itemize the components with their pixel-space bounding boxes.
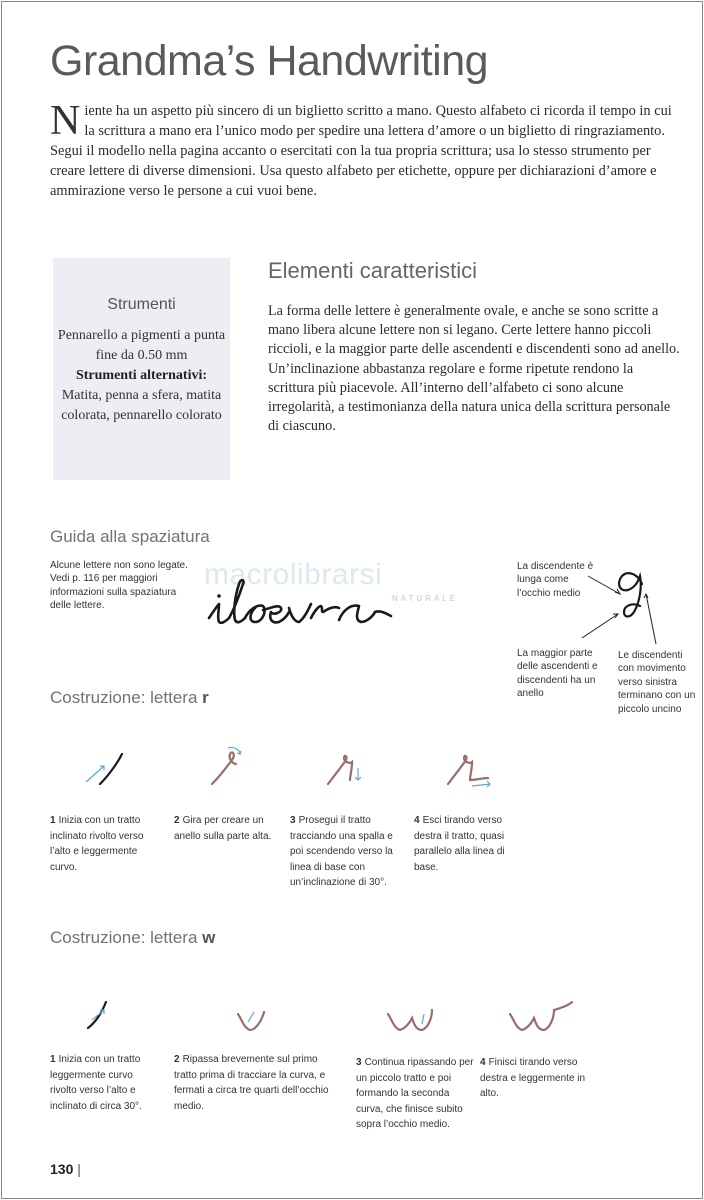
arrow-2: [582, 614, 618, 638]
step-text: Gira per creare un anello sulla parte alta.: [174, 815, 272, 842]
construction-w-strokes: [60, 988, 600, 1048]
drop-cap: N: [50, 98, 81, 144]
r-step-4: [414, 813, 518, 875]
features-title: Elementi caratteristici: [268, 258, 478, 283]
step-text: Inizia con un tratto inclinato rivolto verso l’alto e leggermente curvo.: [50, 815, 144, 873]
construction-w-prefix: Costruzione: lettera: [50, 928, 203, 947]
w-step-4: [480, 1055, 590, 1102]
page-number: [50, 1161, 81, 1177]
step-text: Finisci tirando verso destra e leggermente in alto.: [480, 1057, 586, 1100]
step-number: 4: [480, 1057, 486, 1068]
construction-w-heading: [50, 928, 215, 948]
r-step-1: [50, 813, 160, 875]
r-step-3: [290, 813, 402, 891]
i-dot: [217, 594, 221, 598]
tools-list: [53, 326, 230, 426]
step-number: 2: [174, 1054, 180, 1065]
watermark: macrolibrarsi: [204, 558, 383, 591]
tools-alt-text: Matita, penna a sfera, matita colorata, pennarello colorato: [61, 388, 222, 423]
page-number-value: 130: [50, 1161, 74, 1177]
construction-r-heading: [50, 688, 209, 708]
spacing-note: Alcune lettere non sono legate. Vedi p. 116 per maggiori informazioni sulla spaziatura delle lettere.: [50, 560, 188, 612]
r-step-2: [174, 813, 284, 844]
step-text: Ripassa brevemente sul primo tratto prima di tracciare la curva, e fermati a circa tre quarti dell’occhio medio.: [174, 1054, 329, 1112]
w-step-1: [50, 1052, 162, 1114]
page-number-divider: |: [77, 1161, 81, 1177]
step-text: Continua ripassando per un piccolo tratto e poi formando la seconda curva, che finisce subito sopra l’occhio medio.: [356, 1057, 474, 1131]
step-number: 3: [356, 1057, 362, 1068]
step-text: Esci tirando verso destra il tratto, quasi parallelo alla linea di base.: [414, 815, 505, 873]
watermark-sub: NATURALE: [392, 594, 459, 603]
callout-descender-length: La discendente è lunga come l’occhio medio: [517, 561, 594, 599]
step-number: 3: [290, 815, 296, 826]
intro-paragraph: [50, 98, 680, 201]
step-number: 1: [50, 1054, 56, 1065]
callout-loops: La maggior parte delle ascendenti e discendenti ha un anello: [517, 648, 598, 700]
construction-w-letter: w: [202, 928, 216, 947]
intro-text: iente ha un aspetto più sincero di un biglietto scritto a mano. Questo alfabeto ci ricorda il tempo in cui la scrittura a mano era l’unico modo per spedire una lettera d’amore o un biglietto di ringraziamento. Segui il modello nella pagina accanto o esercitati con la tua propria scrittura; usa lo stesso strumento per creare lettere di diverse dimensioni. Usa questo alfabeto per etichette, oppure per dichiarazioni d’amore e ammirazione verso le persone a cui vuoi bene.: [50, 103, 672, 199]
tools-alt-label: Strumenti alternativi:: [75, 368, 208, 383]
construction-r-strokes: [60, 740, 510, 800]
step-number: 2: [174, 815, 180, 826]
step-text: Prosegui il tratto tracciando una spalla e poi scendendo verso la linea di base con un’inclinazione di 30°.: [290, 815, 393, 889]
construction-r-letter: r: [202, 688, 209, 707]
spacing-heading: Guida alla spaziatura: [50, 527, 210, 546]
callout-hook: Le discendenti con movimento verso sinistra terminano con un piccolo uncino: [618, 650, 696, 715]
step-text: Inizia con un tratto leggermente curvo rivolto verso l’alto e inclinato di circa 30°.: [50, 1054, 142, 1112]
arrow-3: [646, 594, 656, 644]
construction-r-prefix: Costruzione: lettera: [50, 688, 203, 707]
step-number: 1: [50, 815, 56, 826]
tools-title: Strumenti: [107, 296, 176, 313]
w-step-3: [356, 1055, 474, 1133]
features-text: La forma delle lettere è generalmente ovale, e anche se sono scritte a mano libera alcune lettere non si legano. Certe lettere hanno piccoli riccioli, e la maggior parte delle ascendenti e discendenti sono ad anello. Un’inclinazione abbastanza regolare e forme ripetute rendono la scrittura più piacevole. All’interno dell’alfabeto ci sono alcune irregolarità, a testimonianza della natura unica della scrittura personale di ciascuno.: [268, 303, 680, 435]
handwriting-sample: [205, 578, 445, 638]
tools-main: Pennarello a pigmenti a punta fine da 0.50 mm: [57, 328, 226, 363]
w-step-2: [174, 1052, 334, 1114]
page-title: Grandma’s Handwriting: [50, 36, 489, 85]
step-number: 4: [414, 815, 420, 826]
